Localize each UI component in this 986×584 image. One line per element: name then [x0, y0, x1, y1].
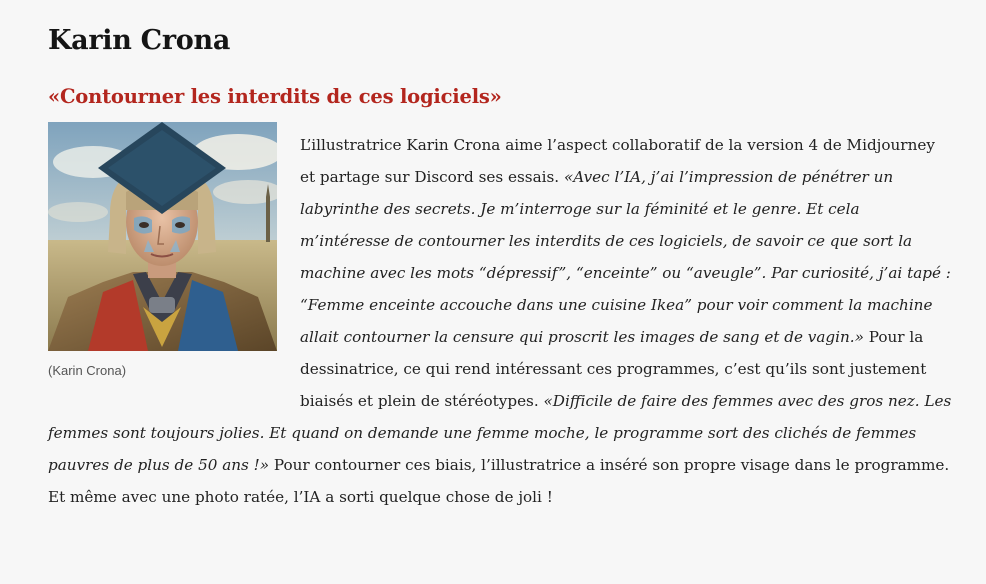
figure — [48, 122, 277, 380]
paragraph-text-2: Pour la dessinatrice, ce qui rend intéressant ces programmes, c’est qu’ils sont justement biaisés et plein de stéréotypes. — [300, 328, 927, 410]
paragraph-text-3: Pour contourner ces biais, l’illustratrice a inséré son propre visage dans le programme. Et même avec une photo ratée, l’IA a sorti quelque chose de joli ! — [48, 456, 950, 506]
quote-1: «Avec l’IA, j’ai l’impression de pénétrer un labyrinthe des secrets. Je m’interroge sur la féminité et le genre. Et cela m’intéresse de contourner les interdits de ces logiciels, de savoir ce que sort la machine avec les mots “dépressif”, “enceinte” ou “aveugle”. Par curiosité, j’ai tapé : “Femme enceinte accouche dans une cuisine Ikea” pour voir comment la machine allait contourner la censure qui proscrit les images de sang et de vagin.» — [300, 168, 951, 346]
section-headline: «Contourner les interdits de ces logiciels» — [48, 85, 502, 108]
article — [48, 0, 953, 513]
person-name: Karin Crona — [48, 25, 231, 56]
quote-2: «Difficile de faire des femmes avec des gros nez. Les femmes sont toujours jolies. Et quand on demande une femme moche, le programme sort des clichés de femmes pauvres de plus de 50 ans !» — [48, 392, 952, 474]
paragraph-text-1: L’illustratrice Karin Crona aime l’aspect collaboratif de la version 4 de Midjourney et partage sur Discord ses essais. — [300, 136, 935, 186]
portrait-image — [48, 122, 277, 351]
image-caption: (Karin Crona) — [48, 363, 127, 378]
